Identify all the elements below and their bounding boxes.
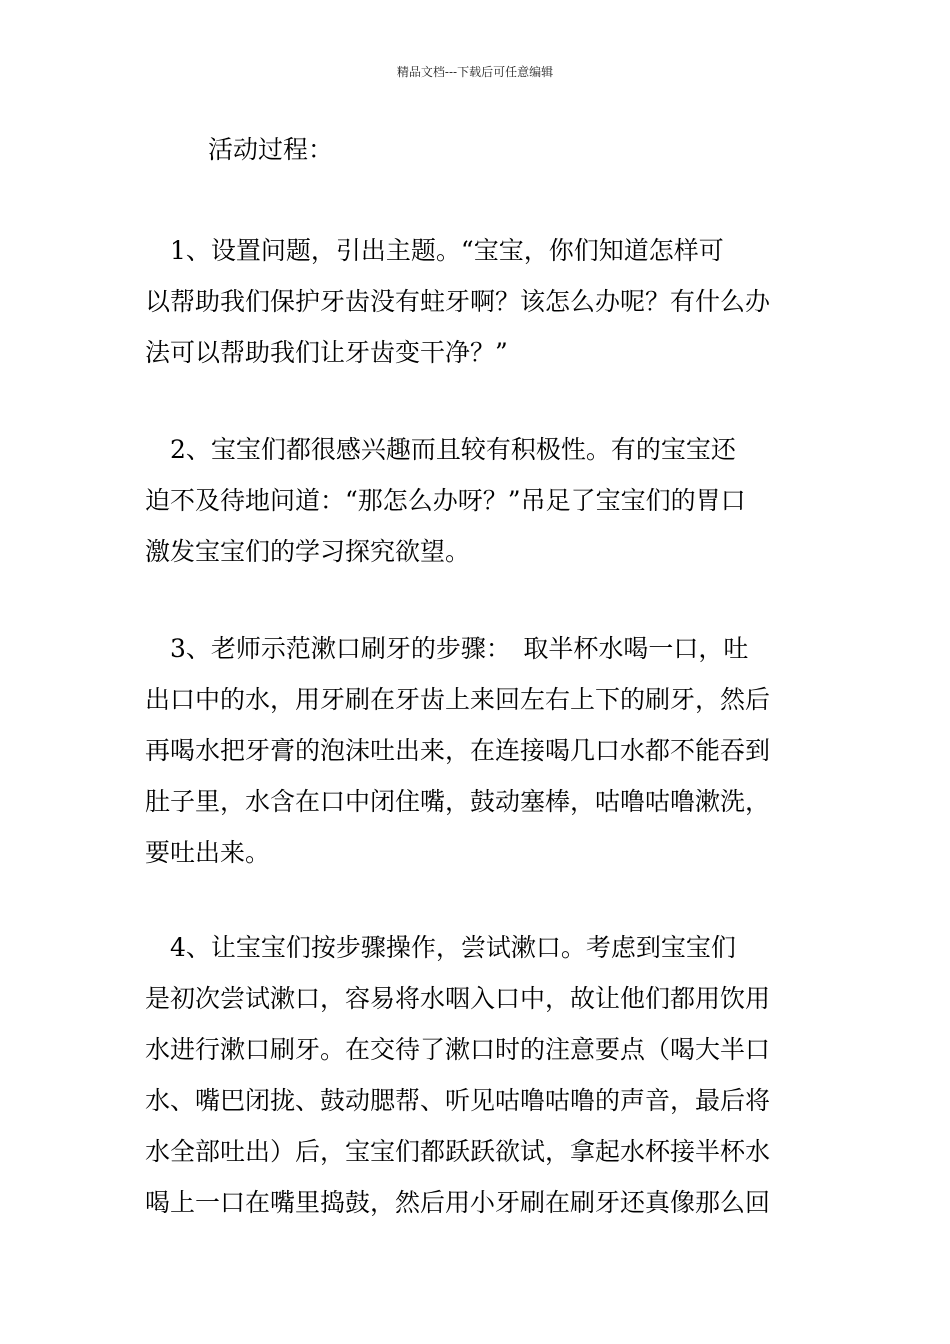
paragraph-line: 迫不及待地问道：“那怎么办呀？”吊足了宝宝们的胃口 [145, 486, 746, 515]
paragraph-line: 水、嘴巴闭拢、鼓动腮帮、听见咕噜咕噜的声音，最后将 [145, 1086, 771, 1115]
paragraph-line: 激发宝宝们的学习探究欲望。 [145, 537, 471, 566]
paragraph-line: 喝上一口在嘴里捣鼓，然后用小牙刷在刷牙还真像那么回 [145, 1188, 771, 1217]
paragraph-line: 出口中的水，用牙刷在牙齿上来回左右上下的刷牙，然后 [145, 685, 771, 714]
paragraph-line: 4、让宝宝们按步骤操作，尝试漱口。考虑到宝宝们 [145, 933, 736, 962]
page-header: 精品文档---下载后可任意编辑 [396, 65, 554, 79]
paragraph-line: 是初次尝试漱口，容易将水咽入口中，故让他们都用饮用 [145, 984, 771, 1013]
paragraph-line: 肚子里，水含在口中闭住嘴，鼓动塞棒，咕噜咕噜漱洗， [145, 787, 771, 816]
paragraph-line: 3、老师示范漱口刷牙的步骤： 取半杯水喝一口，吐 [145, 634, 749, 663]
paragraph-line: 水全部吐出）后，宝宝们都跃跃欲试，拿起水杯接半杯水 [145, 1137, 771, 1166]
paragraph-line: 再喝水把牙膏的泡沫吐出来，在连接喝几口水都不能吞到 [145, 736, 771, 765]
paragraph-line: 法可以帮助我们让牙齿变干净？” [145, 338, 508, 367]
paragraph-line: 以帮助我们保护牙齿没有蛀牙啊？该怎么办呢？有什么办 [145, 287, 771, 316]
paragraph-line: 要吐出来。 [145, 838, 271, 867]
section-title: 活动过程： [208, 135, 334, 164]
paragraph-line: 2、宝宝们都很感兴趣而且较有积极性。有的宝宝还 [145, 435, 736, 464]
paragraph-line: 1、设置问题，引出主题。“宝宝，你们知道怎样可 [145, 236, 724, 265]
paragraph-line: 水进行漱口刷牙。在交待了漱口时的注意要点（喝大半口 [145, 1035, 771, 1064]
